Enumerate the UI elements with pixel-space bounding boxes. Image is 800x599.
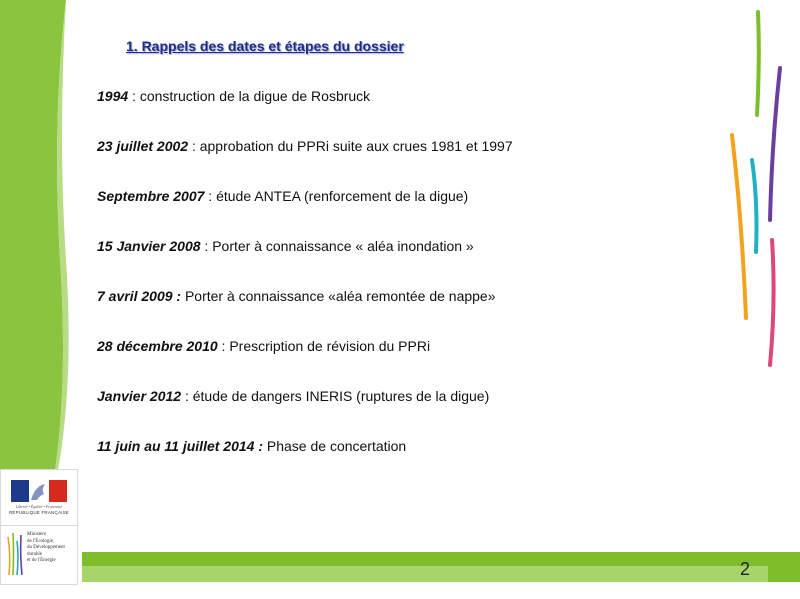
timeline-separator: : [181,388,193,404]
timeline-text: construction de la digue de Rosbruck [139,88,371,104]
footer-bar [82,552,770,582]
timeline-separator: : [188,138,200,154]
timeline-date: Septembre 2007 [97,188,205,204]
ministry-line: et de l'Énergie [27,558,56,563]
timeline-item [97,386,513,436]
footer-tail [768,552,800,582]
decorative-stripes [720,0,800,380]
timeline-date: 15 Janvier 2008 [97,238,201,254]
timeline-separator: : [217,338,230,354]
footer-bar-top [82,552,770,566]
timeline-item [97,186,513,236]
timeline-date: Janvier 2012 [97,388,182,404]
republic-motto: Liberté • Égalité • Fraternité [15,504,63,509]
timeline-list [97,86,513,486]
timeline-item [97,236,513,286]
ministry-name [27,532,75,565]
timeline-text: Porter à connaissance « aléa inondation » [212,238,474,254]
timeline-item [97,336,513,386]
page-number: 2 [739,559,750,579]
timeline-date: 1994 [97,88,129,104]
ministry-line: de l'Écologie, [27,538,55,544]
republic-name: RÉPUBLIQUE FRANÇAISE [8,510,69,515]
timeline-item [97,436,513,486]
logo-divider [1,525,77,526]
timeline-date: 23 juillet 2002 [97,138,189,154]
timeline-separator: : [204,188,217,204]
timeline-item [97,136,513,186]
timeline-item [97,86,513,136]
timeline-item [97,286,513,336]
ministry-logo-block [0,469,78,585]
timeline-separator: : [128,88,140,104]
ministry-line: du Développement [27,545,65,550]
timeline-text: approbation du PPRi suite aux crues 1981 et 1997 [199,138,513,154]
timeline-text: Phase de concertation [266,438,407,454]
timeline-text: Porter à connaissance «aléa remontée de nappe» [184,288,496,304]
slide-title: 1. Rappels des dates et étapes du dossier [126,38,404,54]
timeline-text: Prescription de révision du PPRi [229,338,431,354]
ministry-line: Ministère [27,532,47,537]
timeline-date: 7 avril 2009 : [97,288,182,304]
ministry-emblem-icon [5,531,25,577]
footer-bar-bottom [82,566,770,582]
timeline-date: 11 juin au 11 juillet 2014 : [97,438,263,454]
ministry-line: durable [27,551,42,557]
timeline-text: étude de dangers INERIS (ruptures de la digue) [192,388,490,404]
marianne-logo [11,480,67,502]
timeline-separator: : [200,238,213,254]
timeline-text: étude ANTEA (renforcement de la digue) [216,188,469,204]
timeline-date: 28 décembre 2010 [97,338,218,354]
